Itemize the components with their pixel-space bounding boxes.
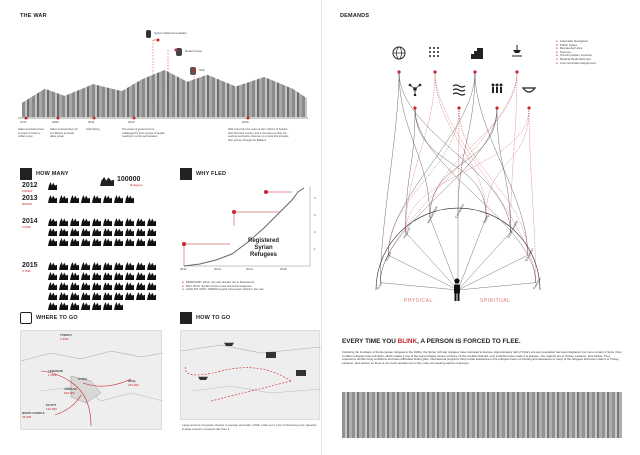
chart-caption: Registered Syrian Refugees (248, 238, 280, 258)
refugee-icon (81, 218, 90, 226)
refugee-icon (103, 238, 112, 246)
map-label-egypt: EGYPT 132,000 (46, 403, 57, 411)
row-year: 2015 (22, 262, 38, 269)
refugee-icon (103, 272, 112, 280)
refugee-icon (92, 272, 101, 280)
year-2012: 2012 (128, 120, 135, 124)
refugee-icon (59, 218, 68, 226)
refugee-icon (136, 282, 145, 290)
map-label-iraq: IRAQ 249,000 (128, 379, 139, 387)
war-legend-isis: ISIS (190, 67, 205, 75)
refugee-icon (59, 272, 68, 280)
refugee-icon (147, 272, 156, 280)
map-label-turkey: TURKEY 1.9MIL (60, 333, 73, 341)
refugee-icon (103, 228, 112, 236)
dot-grid-icon (428, 46, 442, 60)
refugee-icon (59, 282, 68, 290)
refugee-icon (48, 262, 57, 270)
refugee-icon (114, 238, 123, 246)
y-ticks: 4 3 2 1 (314, 196, 316, 251)
how-many-badge (20, 168, 32, 180)
crowd-photo-strip (342, 392, 622, 438)
refugee-icon (114, 218, 123, 226)
refugee-icon (59, 238, 68, 246)
refugee-icon (70, 282, 79, 290)
refugee-icon (81, 195, 90, 203)
statement-headline: EVERY TIME YOU BLINK, A PERSON IS FORCED TO FLEE. (342, 338, 521, 345)
map-label-lebanon: LEBANON 1.1MIL (48, 369, 63, 377)
need-label: Shelter (384, 251, 393, 263)
refugee-icon (103, 292, 112, 300)
statement-body: Following the footsteps of the European refugees in the 1940s, the Syrian civil war refugees have relocated to Europe. Approximately half of Syria's pre-war population has been displaced, but more remain in Syria. Over 4 million refugees have left Syria, which makes it one of the worst refugee crises in history. Of the 4 million that left, only a fraction have made it to Europe—the majority are in Turkey, Lebanon, and Jordan. They experience terrible living conditions and have difficulties finding jobs. International programs that provide assistance to the refugees have not funding and assistance to many of the refugees that have made it to Turkey, Lebanon, and Jordan, so there is not much question as to why many are seeking asylum in Europe. (342, 350, 622, 365)
refugee-icon (114, 302, 123, 310)
where-to-go-title: WHERE TO GO (36, 315, 78, 321)
x-tick-2014: 2014 (246, 267, 253, 271)
need-label: Social Activity (506, 220, 520, 240)
x-tick-2013: 2013 (214, 267, 221, 271)
x-tick-2012: 2012 (180, 267, 187, 271)
refugee-icon (125, 292, 134, 300)
refugee-icon (48, 218, 57, 226)
how-many-row-2014 (22, 218, 38, 229)
why-fled-title: WHY FLED (196, 171, 227, 177)
war-note-1: Hafez al-Assad comes to power through a military coup (18, 128, 44, 139)
need-label: Education (523, 247, 535, 263)
refugee-icon (48, 272, 57, 280)
x-tick-2015: 2015 (280, 267, 287, 271)
refugee-icon (81, 228, 90, 236)
refugee-icon (59, 302, 68, 310)
war-legend: Syrian National Coalition (146, 30, 187, 38)
refugee-icon (48, 282, 57, 290)
refugee-icon (70, 262, 79, 270)
need-label: Connection (454, 202, 466, 219)
need-label: Freedom (531, 276, 542, 290)
map-label-north-africa: NORTH AFRICA 26,000 (22, 411, 45, 419)
refugee-icon (48, 228, 57, 236)
page-fold (321, 0, 322, 455)
refugee-icon (48, 238, 57, 246)
how-to-go-caption: Large amount of people choose to escape via boats, which ends up in a lot of drowning over capacity. A large amount of people die from it. (182, 423, 317, 431)
refugee-icon (114, 282, 123, 290)
legend-value: 100000 (117, 176, 141, 183)
map-label-syria: SYRIA (78, 377, 88, 381)
refugee-icon (59, 292, 68, 300)
refugee-icon (103, 195, 112, 203)
refugee-icon (92, 262, 101, 270)
refugee-icon (125, 238, 134, 246)
how-many-row-2012 (22, 182, 38, 193)
refugee-icon (81, 262, 90, 270)
person-figure (452, 278, 462, 302)
refugee-icon (125, 218, 134, 226)
route-lines (181, 331, 321, 421)
lamp-icon (510, 44, 524, 58)
spiritual-label: SPIRITUAL (480, 298, 511, 304)
refugee-icon (92, 218, 101, 226)
refugee-icon (59, 228, 68, 236)
refugee-icon (103, 218, 112, 226)
building-icon (470, 46, 484, 60)
refugee-icon (48, 195, 57, 203)
refugee-icon (147, 218, 156, 226)
refugee-icon (125, 262, 134, 270)
refugee-icon (70, 238, 79, 246)
refugee-icon (147, 292, 156, 300)
demands-legend: ● Automatic Navigation ● Public Space ● Residential Units ● Sources ● Transformation Location ● Medical Replenishment ● Communication Equipment (556, 39, 596, 65)
legend-unit: Refugees (130, 183, 143, 187)
how-to-go-badge (180, 312, 192, 324)
refugee-icon (92, 282, 101, 290)
war-note-3: Arab Spring (86, 128, 100, 131)
how-many-row-2013 (22, 195, 38, 206)
refugee-icon (103, 302, 112, 310)
refugee-icon (114, 272, 123, 280)
refugee-icon (136, 238, 145, 246)
row-year: 2013 (22, 195, 38, 202)
refugee-icon (81, 238, 90, 246)
refugee-icon (81, 272, 90, 280)
year-2016: 2016 (242, 120, 249, 124)
war-note-2: Hafez al-Assad dies; his son Bashar al-Assad takes power (50, 128, 78, 139)
refugee-icon (70, 272, 79, 280)
where-to-go-badge (20, 312, 32, 324)
refugee-icon (81, 282, 90, 290)
truck-icon (296, 370, 306, 376)
refugee-icon (70, 292, 79, 300)
physical-label: PHYSICAL (404, 298, 433, 304)
refugee-icon (92, 238, 101, 246)
refugee-icon (81, 302, 90, 310)
refugee-icon (92, 228, 101, 236)
how-many-title: HOW MANY (36, 171, 69, 177)
refugee-icon (70, 195, 79, 203)
refugee-icon (48, 182, 57, 190)
refugee-icon (136, 272, 145, 280)
refugee-icon (70, 302, 79, 310)
row-value: 800000 (22, 202, 33, 206)
map-label-jordan: JORDAN 629,000 (64, 387, 77, 395)
refugee-icon (136, 218, 145, 226)
war-note-4: The power of government is challenged by three groups of people resulting in a civil war between (122, 128, 165, 139)
refugee-icon (125, 228, 134, 236)
refugee-icon (136, 262, 145, 270)
why-fled-notes: ● FEBRUARY 2012, the war breaks out in Damascus ● MAY 2014, Syrian forces used chemical weapons ● AUGUST 2015, 100000 people have been killed in the war (182, 280, 264, 292)
refugee-icon (103, 282, 112, 290)
refugee-icon (125, 272, 134, 280)
row-year: 2012 (22, 182, 38, 189)
year-2000: 2000 (52, 120, 59, 124)
refugee-icon (48, 302, 57, 310)
refugee-icon (92, 292, 101, 300)
row-value: 3.0MIL (22, 225, 32, 229)
row-year: 2014 (22, 218, 38, 225)
refugee-icon (114, 195, 123, 203)
year-1971: 1971 (20, 120, 27, 124)
refugee-icon (70, 218, 79, 226)
need-label: Medical Care (426, 205, 439, 225)
refugee-icon (147, 282, 156, 290)
row-value: 4.7MIL (22, 269, 32, 273)
how-many-row-2015 (22, 262, 38, 273)
refugee-icon (147, 262, 156, 270)
year-2011: 2011 (88, 120, 95, 124)
refugee-icon (147, 238, 156, 246)
demands-title: DEMANDS (340, 13, 370, 19)
refugee-icon (125, 282, 134, 290)
refugee-icon (48, 292, 57, 300)
refugee-icon (59, 195, 68, 203)
refugee-icon (136, 228, 145, 236)
truck-icon (266, 352, 276, 358)
war-note-5: With more than five years of war, millions of Syrians have fled their country, and a mounting number are seeking sanctuary in Europe on a route that includes their journey through the Balkans (228, 128, 289, 142)
refugee-icon-grid (48, 182, 166, 302)
refugee-icon (70, 228, 79, 236)
refugee-icon (147, 228, 156, 236)
need-label: Safety (482, 214, 491, 225)
need-label: Food (376, 281, 384, 290)
refugee-icon (92, 195, 101, 203)
refugee-icon (136, 292, 145, 300)
refugee-icon (125, 195, 134, 203)
refugee-icon (114, 228, 123, 236)
refugee-icon (81, 292, 90, 300)
refugee-icon (114, 292, 123, 300)
need-label: Hygiene (401, 227, 411, 240)
why-fled-badge (180, 168, 192, 180)
row-value: 100000 (22, 189, 33, 193)
refugee-icon (92, 302, 101, 310)
refugee-icon (59, 262, 68, 270)
refugee-icon (103, 262, 112, 270)
war-legend-rebel: Rebel Group (176, 48, 202, 56)
refugee-icon (114, 262, 123, 270)
the-war-title: THE WAR (20, 13, 47, 19)
how-to-go-title: HOW TO GO (196, 315, 231, 321)
globe-icon (392, 46, 406, 60)
